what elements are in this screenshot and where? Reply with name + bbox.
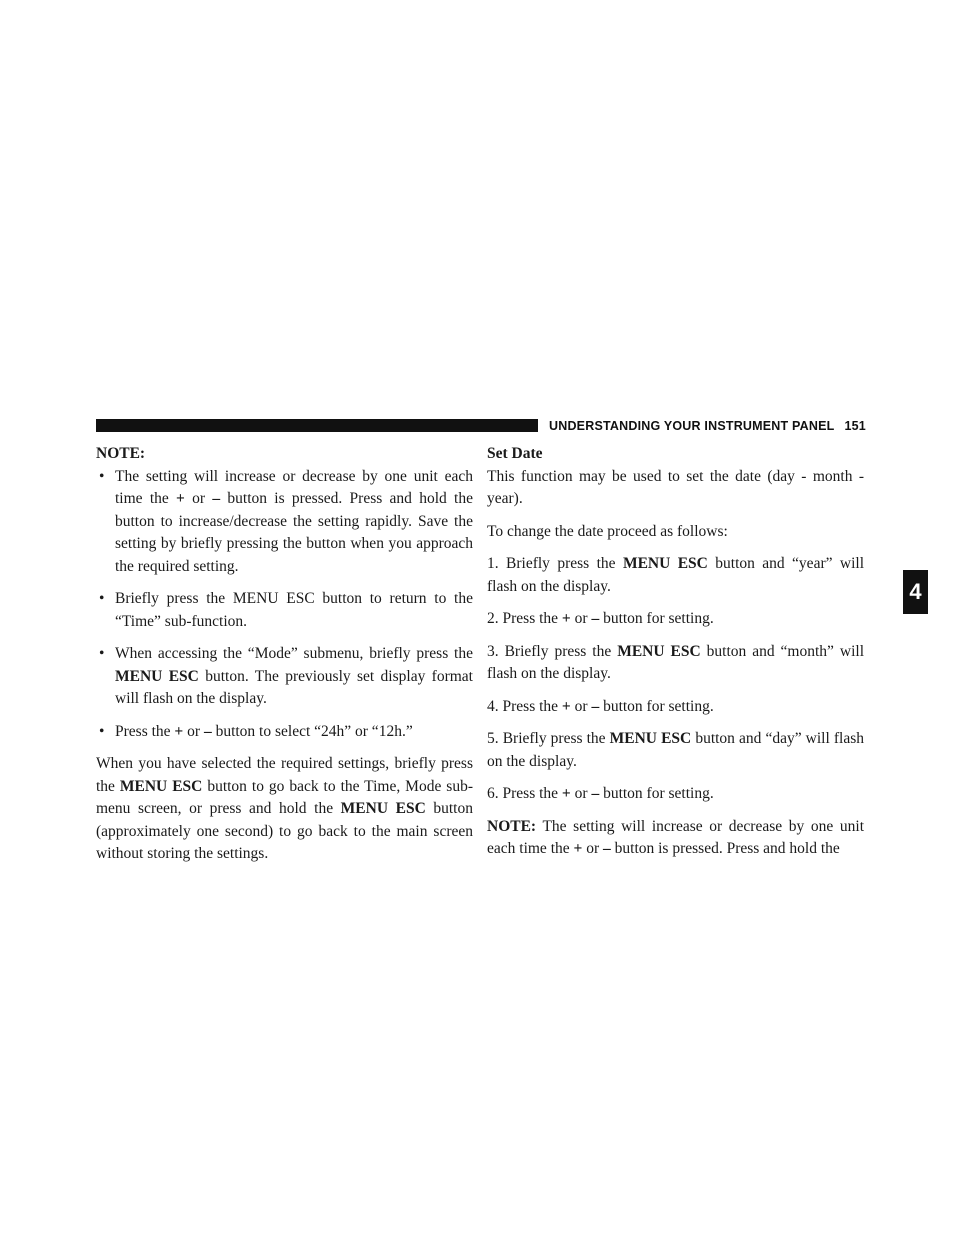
page-number: 151 xyxy=(844,419,866,433)
right-column xyxy=(487,443,864,871)
bullet-item: • Briefly press the MENU ESC button to return to the “Time” sub-function. xyxy=(99,590,473,630)
step-4: 4. Press the + or – button for setting. xyxy=(487,697,714,715)
change-paragraph: To change the date proceed as follows: xyxy=(487,522,728,540)
note-heading: NOTE: xyxy=(96,445,146,462)
intro-paragraph: This function may be used to set the date (day - month - year). xyxy=(487,467,864,507)
bullet-item: • Press the + or – button to select “24h” or “12h.” xyxy=(96,721,473,744)
left-column xyxy=(96,443,473,876)
bullet-icon: • xyxy=(99,645,105,662)
note-label: NOTE: xyxy=(487,817,537,835)
running-header xyxy=(549,418,866,434)
step-2: 2. Press the + or – button for setting. xyxy=(487,610,714,627)
step-1: 1. Briefly press the MENU ESC button and “year” will flash on the display. xyxy=(487,555,864,595)
bullet-item: • When accessing the “Mode” submenu, briefly press the MENU ESC button. The previously set display format will flash on the display. xyxy=(99,645,473,707)
chapter-tab: 4 xyxy=(903,570,928,614)
bullet-icon: • xyxy=(99,722,105,740)
bullet-icon: • xyxy=(99,467,105,485)
step-6: 6. Press the + or – button for setting. xyxy=(487,785,714,802)
step-5: 5. Briefly press the MENU ESC button and “day” will flash on the display. xyxy=(487,730,864,770)
bullet-item: • The setting will increase or decrease by one unit each time the + or – button is pressed. Press and hold the button to increase/decrease the setting rapidly. Save the setting by briefly pressing the button when you approach the required setting. xyxy=(99,467,473,575)
bullet-icon: • xyxy=(99,590,105,607)
header-rule xyxy=(96,419,538,432)
summary-paragraph: When you have selected the required settings, briefly press the MENU ESC button to go back to the Time, Mode sub-menu screen, or press and hold the MENU ESC button (approximately one second) to go back to the main screen without storing the settings. xyxy=(96,755,473,862)
section-title: Set Date xyxy=(487,445,543,462)
note-bullet-list xyxy=(96,466,473,744)
header-title: UNDERSTANDING YOUR INSTRUMENT PANEL xyxy=(549,419,835,433)
step-3: 3. Briefly press the MENU ESC button and “month” will flash on the display. xyxy=(487,642,865,682)
date-note: NOTE: The setting will increase or decrease by one unit each time the + or – button is pressed. Press and hold the xyxy=(487,817,864,857)
